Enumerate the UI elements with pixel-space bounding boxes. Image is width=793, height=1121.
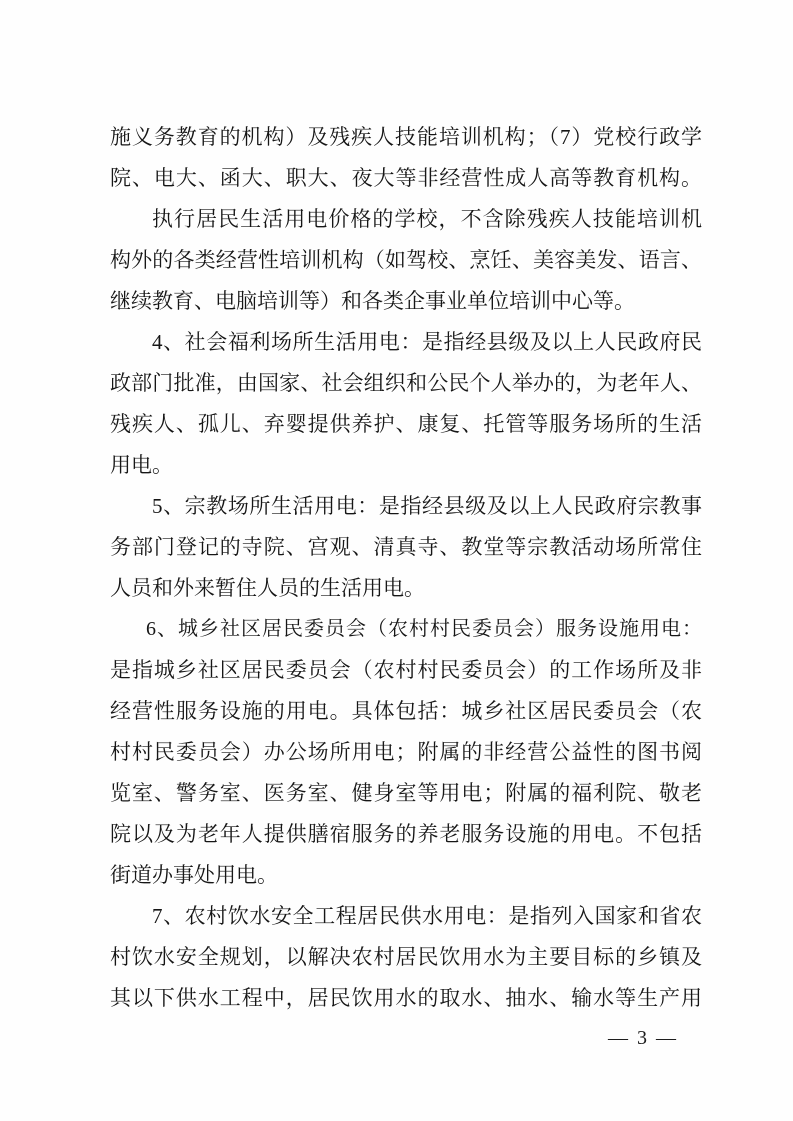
paragraph-item-7 xyxy=(110,896,702,1019)
page-number: — 3 — xyxy=(608,1027,678,1049)
paragraph-item-5 xyxy=(110,486,702,609)
text-line: 5、宗教场所生活用电：是指经县级及以上人民政府宗教事 xyxy=(152,494,702,518)
text-line: 6、城乡社区居民委员会（农村村民委员会）服务设施用电： xyxy=(146,618,702,640)
text-line: 用电。 xyxy=(110,453,173,477)
text-line: 览室、警务室、医务室、健身室等用电；附属的福利院、敬老 xyxy=(110,781,702,805)
text-line: 继续教育、电脑培训等）和各类企事业单位培训中心等。 xyxy=(110,289,635,313)
text-line: 院以及为老年人提供膳宿服务的养老服务设施的用电。不包括 xyxy=(110,822,702,846)
text-line: 4、社会福利场所生活用电：是指经县级及以上人民政府民 xyxy=(152,330,702,354)
text-line: 构外的各类经营性培训机构（如驾校、烹饪、美容美发、语言、 xyxy=(110,248,702,272)
text-line: 7、农村饮水安全工程居民供水用电：是指列入国家和省农 xyxy=(152,904,702,928)
paragraph-item-4 xyxy=(110,322,702,486)
text-line: 残疾人、孤儿、弃婴提供养护、康复、托管等服务场所的生活 xyxy=(110,412,702,436)
paragraph-schools-note xyxy=(110,199,702,322)
text-line: 村饮水安全规划，以解决农村居民饮用水为主要目标的乡镇及 xyxy=(110,945,702,969)
document-body-text xyxy=(110,117,702,1019)
text-line: 务部门登记的寺院、宫观、清真寺、教堂等宗教活动场所常住 xyxy=(110,535,702,559)
text-line: 执行居民生活用电价格的学校，不含除残疾人技能培训机 xyxy=(152,207,702,231)
text-line: 政部门批准，由国家、社会组织和公民个人举办的，为老年人、 xyxy=(110,371,702,395)
text-line: 是指城乡社区居民委员会（农村村民委员会）的工作场所及非 xyxy=(110,658,702,682)
text-line: 施义务教育的机构）及残疾人技能培训机构；（7）党校行政学 xyxy=(110,125,702,149)
text-line: 村村民委员会）办公场所用电；附属的非经营公益性的图书阅 xyxy=(110,740,702,764)
text-line: 人员和外来暂住人员的生活用电。 xyxy=(110,576,425,600)
paragraph-item-6 xyxy=(110,609,702,896)
text-line: 院、电大、函大、职大、夜大等非经营性成人高等教育机构。 xyxy=(110,166,702,190)
text-line: 街道办事处用电。 xyxy=(110,863,278,887)
paragraph-continuation xyxy=(110,117,702,199)
text-line: 其以下供水工程中，居民饮用水的取水、抽水、输水等生产用 xyxy=(110,986,702,1010)
text-line: 经营性服务设施的用电。具体包括：城乡社区居民委员会（农 xyxy=(110,699,702,723)
